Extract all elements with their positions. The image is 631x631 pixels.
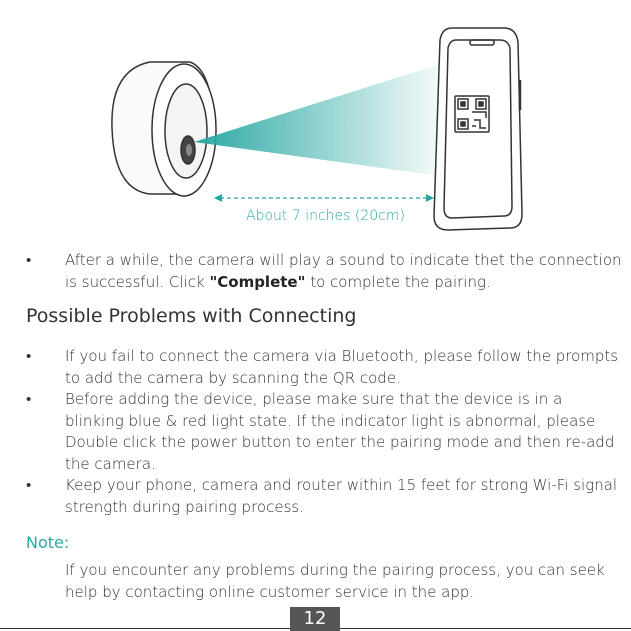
scan-beam	[194, 64, 440, 176]
list-item-text: Keep your phone, camera and router within 15 feet for strong Wi-Fi signal strength during pairing process.	[65, 476, 618, 516]
step-text-before: After a while, the camera will play a sound to indicate thet the connection is successful. Click	[65, 251, 622, 291]
note-text: If you encounter any problems during the pairing process, you can seek help by contacting online customer service in the app.	[65, 561, 605, 601]
bullet: •	[26, 251, 32, 269]
bullet: •	[26, 347, 32, 365]
note-label: Note:	[26, 533, 70, 552]
distance-label: About 7 inches (20cm)	[246, 208, 405, 224]
camera-illustration	[112, 62, 216, 196]
list-item-text: Before adding the device, please make sure that the device is in a blinking blue & red light state. If the indicator light is abnormal, please Double click the power button to enter the pairing mode and then re-add the camera.	[65, 390, 615, 473]
phone-illustration	[434, 28, 522, 230]
distance-arrow	[214, 194, 434, 202]
step-text	[65, 250, 625, 293]
bullet: •	[26, 390, 32, 408]
page-number: 12	[290, 607, 340, 631]
list-item-text: If you fail to connect the camera via Bluetooth, please follow the prompts to add the camera by scanning the QR code.	[65, 347, 619, 387]
pairing-illustration	[0, 0, 631, 240]
step-text-after: to complete the pairing.	[305, 272, 491, 291]
bullet: •	[26, 476, 32, 494]
section-heading: Possible Problems with Connecting	[26, 305, 357, 327]
complete-highlight: "Complete"	[209, 272, 306, 291]
